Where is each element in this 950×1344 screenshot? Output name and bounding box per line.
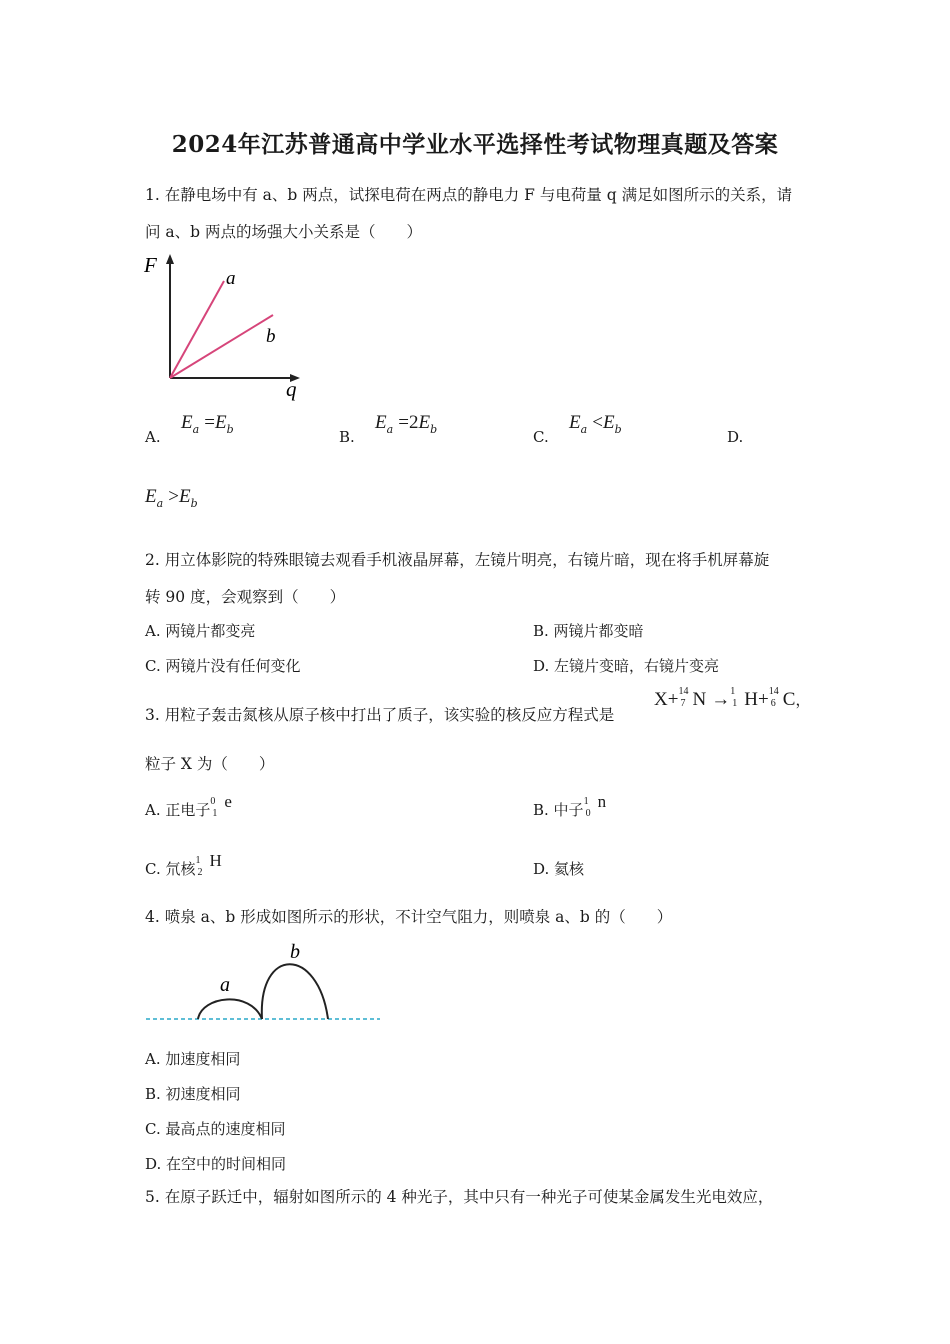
q2-option-d[interactable]: D. 左镜片变暗，右镜片变亮 — [533, 657, 720, 675]
q1-option-b-formula[interactable]: $E_a =2E_b$ — [375, 412, 438, 436]
q3-option-c[interactable]: C. 氘核 1 2 H — [145, 851, 222, 878]
q4-label-b: b — [290, 941, 300, 963]
q1-option-a-letter[interactable]: A. — [145, 428, 161, 446]
q3-reaction-equation: X+ 14 7 N → 1 1 H+ 14 6 C， — [654, 685, 811, 710]
q2-stem-line1: 2. 用立体影院的特殊眼镜去观看手机液晶屏幕，左镜片明亮，右镜片暗，现在将手机屏幕旋 — [145, 551, 770, 569]
q1-y-axis-arrow — [166, 254, 174, 264]
q3-stem-line2: 粒子 X 为（ ） — [145, 755, 275, 773]
q1-option-d-letter[interactable]: D. — [727, 428, 744, 446]
q1-line-a-label: a — [226, 268, 236, 289]
q1-option-c-formula[interactable]: $E_a <E_b$ — [569, 412, 622, 436]
q1-y-label: F — [144, 253, 157, 277]
q2-option-a[interactable]: A. 两镜片都变亮 — [145, 622, 256, 640]
q1-line-a — [170, 281, 224, 378]
q1-line-b — [170, 315, 273, 378]
q1-x-label: q — [286, 377, 297, 401]
q4-option-d[interactable]: D. 在空中的时间相同 — [145, 1155, 287, 1173]
q4-option-a[interactable]: A. 加速度相同 — [145, 1050, 241, 1068]
q1-stem-line2: 问 a、b 两点的场强大小关系是（ ） — [145, 223, 423, 241]
q4-option-c[interactable]: C. 最高点的速度相同 — [145, 1120, 286, 1138]
q3-option-a[interactable]: A. 正电子 0 1 e — [145, 792, 232, 819]
q5-stem-line1: 5. 在原子跃迁中，辐射如图所示的 4 种光子，其中只有一种光子可使某金属发生光电效应， — [145, 1188, 774, 1206]
q3-option-b[interactable]: B. 中子 1 0 n — [533, 792, 607, 819]
q4-fountain-a-arc — [198, 999, 262, 1019]
q4-option-b[interactable]: B. 初速度相同 — [145, 1085, 241, 1103]
q3-stem-line1: 3. 用粒子轰击氮核从原子核中打出了质子，该实验的核反应方程式是 — [145, 706, 615, 724]
q3-option-d[interactable]: D. 氦核 — [533, 860, 585, 878]
q4-fountain-b-arc — [262, 964, 328, 1019]
q4-label-a: a — [220, 974, 230, 996]
q2-stem-line2: 转 90 度，会观察到（ ） — [145, 588, 346, 606]
q1-option-a-formula[interactable]: $E_a =E_b$ — [181, 412, 234, 436]
q1-option-d-formula[interactable]: $E_a >E_b$ — [145, 486, 198, 510]
q1-line-b-label: b — [266, 326, 276, 347]
page-title: 2024年江苏普通高中学业水平选择性考试物理真题及答案 — [171, 131, 779, 158]
q2-option-b[interactable]: B. 两镜片都变暗 — [533, 622, 644, 640]
q2-option-c[interactable]: C. 两镜片没有任何变化 — [145, 657, 301, 675]
q4-fountain-figure — [140, 938, 385, 1030]
q1-option-c-letter[interactable]: C. — [533, 428, 549, 446]
q4-stem-line1: 4. 喷泉 a、b 形成如图所示的形状，不计空气阻力，则喷泉 a、b 的（ ） — [145, 908, 673, 926]
q1-force-charge-graph — [140, 248, 315, 403]
q1-option-b-letter[interactable]: B. — [339, 428, 355, 446]
q1-stem-line1: 1. 在静电场中有 a、b 两点，试探电荷在两点的静电力 F 与电荷量 q 满足如图所示的关系，请 — [145, 186, 793, 204]
